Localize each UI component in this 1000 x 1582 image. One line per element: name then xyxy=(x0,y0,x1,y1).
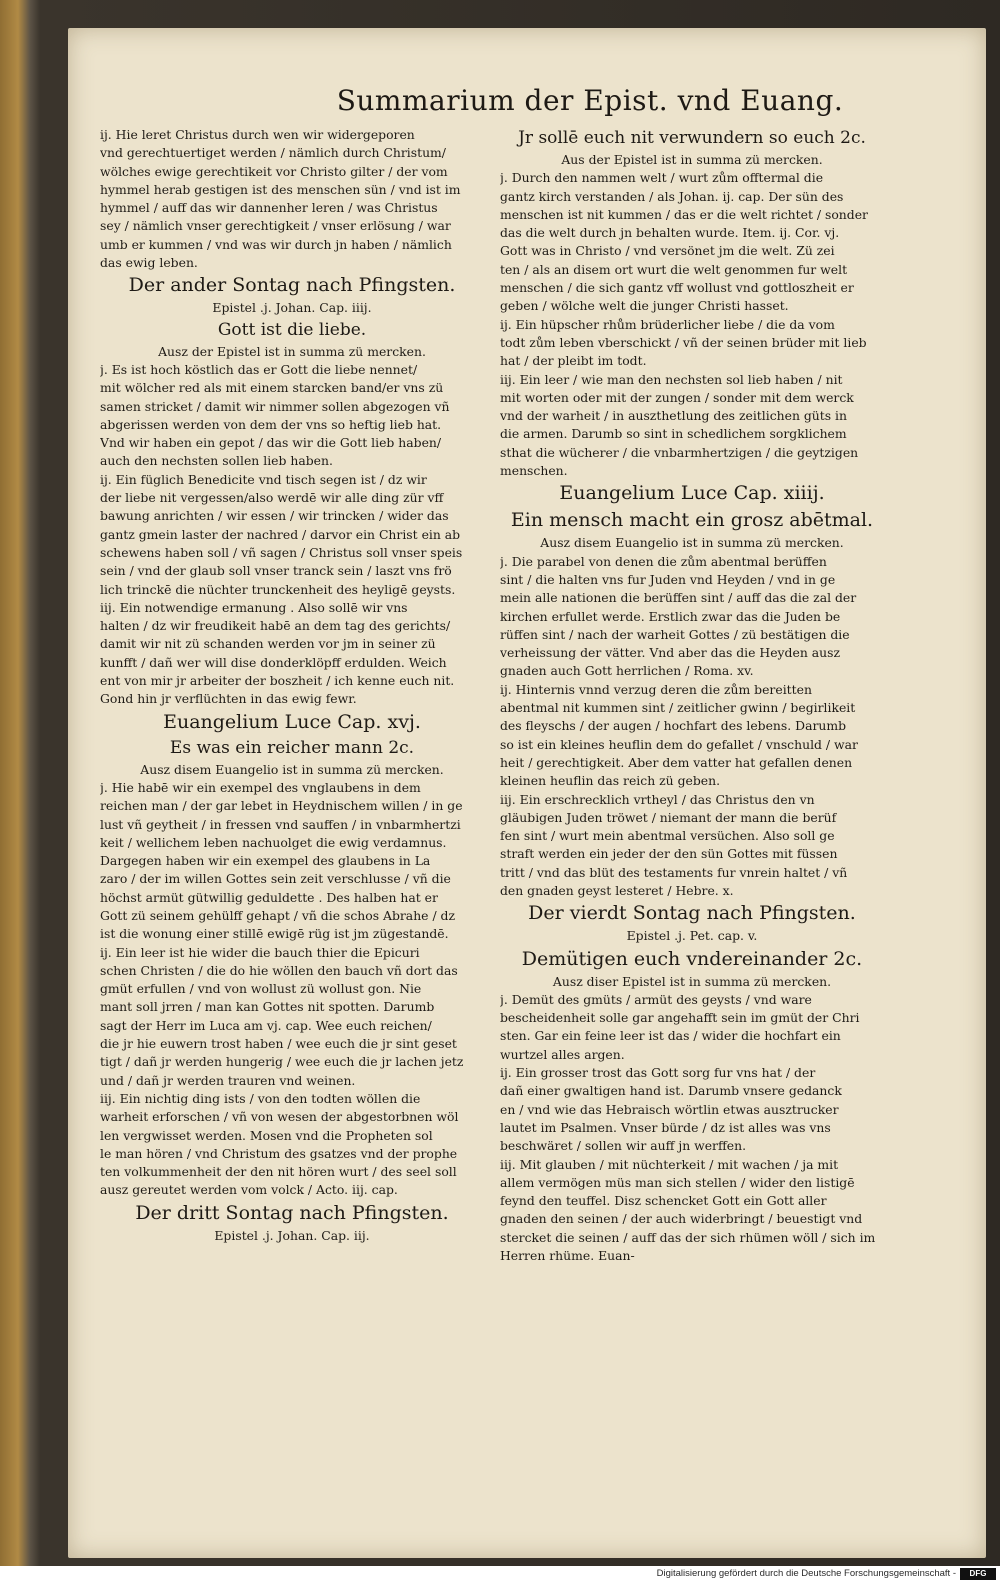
section-caption: Aus der Epistel ist in summa zü mercken. xyxy=(561,152,823,167)
section-caption: Ausz der Epistel ist in summa zü mercken. xyxy=(158,343,426,359)
text-line: tritt / vnd das blüt des testaments fur vnrein haltet / vñ xyxy=(500,864,848,880)
left-column xyxy=(100,126,484,1245)
text-line: abentmal nit kummen sint / zeitlicher gwinn / begirlikeit xyxy=(500,700,856,716)
text-line: j. Die parabel von denen die zům abentmal berüffen xyxy=(500,553,827,569)
section-heading: Der ander Sontag nach Pfingsten. xyxy=(128,274,456,297)
running-header: Summarium der Epist. vnd Euang. xyxy=(336,84,844,117)
text-line: zaro / der im willen Gottes sein zeit verschlusse / vñ die xyxy=(100,871,451,887)
text-line: und / dañ jr werden trauren vnd weinen. xyxy=(100,1072,356,1088)
text-line: feynd den teuffel. Disz schencket Gott ein Gott aller xyxy=(500,1193,827,1209)
text-line: gnaden den seinen / der auch widerbringt / beuestigt vnd xyxy=(500,1211,863,1227)
text-line: iij. Ein erschrecklich vrtheyl / das Christus den vn xyxy=(500,791,815,807)
text-line: keit / wellichem leben nachuolget die ewig verdamnus. xyxy=(100,834,447,850)
text-line: kunfft / dañ wer will dise donderklöpff erdulden. Weich xyxy=(100,654,447,670)
text-line: gläubigen Juden tröwet / niemant der mann die berüf xyxy=(500,809,837,825)
text-line: menschen ist nit kummen / das er die welt richtet / sonder xyxy=(500,206,868,222)
section-caption: Epistel .j. Pet. cap. v. xyxy=(626,928,758,944)
text-line: ist die wonung einer stillē ewigē rüg ist jm zügestandē. xyxy=(100,926,449,942)
text-line: gantz gmein laster der nachred / darvor ein Christ ein ab xyxy=(100,526,461,542)
text-line: damit wir nit zü schanden werden vor jm in seiner zü xyxy=(100,636,436,652)
text-line: vnd der warheit / in auszthetlung des zeitlichen güts in xyxy=(500,408,847,424)
text-line: iij. Mit glauben / mit nüchterkeit / mit wachen / ja mit xyxy=(500,1156,839,1172)
text-line: lust vñ geytheit / in fressen vnd sauffen / in vnbarmhertzi xyxy=(100,816,461,832)
text-line: menschen / die sich gantz vff wollust vnd gottloszheit er xyxy=(500,280,854,296)
text-line: kirchen erfullet werde. Erstlich zwar das die Juden be xyxy=(500,608,841,624)
text-line: ij. Ein hüpscher rhům brüderlicher liebe / die da vom xyxy=(500,316,835,332)
text-line: halten / dz wir freudikeit habē an dem tag des gerichts/ xyxy=(100,618,451,634)
text-line: allem vermögen müs man sich stellen / wider den listigē xyxy=(500,1174,855,1190)
text-line: gantz kirch verstanden / als Johan. ij. cap. Der sün des xyxy=(500,188,844,204)
text-line: mant soll jrren / man kan Gottes nit spotten. Darumb xyxy=(100,999,435,1015)
text-line: sein / vnd der glaub soll vnser tranck sein / laszt vns frö xyxy=(100,563,452,579)
section-subheading: Gott ist die liebe. xyxy=(217,319,367,340)
footer-credit: Digitalisierung gefördert durch die Deutsche Forschungsgemeinschaft - xyxy=(656,1568,956,1579)
text-line: auch den nechsten sollen lieb haben. xyxy=(100,453,333,469)
text-line: rüffen sint / nach der warheit Gottes / zü bestätigen die xyxy=(500,626,850,642)
text-line: j. Hie habē wir ein exempel des vnglaubens in dem xyxy=(100,779,421,795)
text-line: hat / der pleibt im todt. xyxy=(500,353,647,369)
text-line: die armen. Darumb so sint in schedlichem sorgklichem xyxy=(500,426,847,442)
text-line: Herren rhüme. Euan- xyxy=(500,1248,635,1264)
text-line: le man hören / vnd Christum des gsatzes vnd der prophe xyxy=(100,1145,458,1161)
text-line: schewens haben soll / vñ sagen / Christus soll vnser speis xyxy=(100,544,463,560)
text-line: sthat die wücherer / die vnbarmhertzigen / die geytzigen xyxy=(500,444,859,460)
text-line: ij. Ein leer ist hie wider die bauch thier die Epicuri xyxy=(100,944,420,960)
text-line: heit / gerechtigkeit. Aber dem vatter hat gefallen denen xyxy=(500,754,853,770)
text-line: todt zům leben vberschickt / vñ der seinen brüder mit lieb xyxy=(500,334,867,350)
text-line: sint / die halten vns fur Juden vnd Heyden / vnd in ge xyxy=(500,571,836,587)
text-line: Dargegen haben wir ein exempel des glaubens in La xyxy=(100,853,431,869)
footer-bar xyxy=(0,1566,1000,1582)
section-subheading: Jr sollē euch nit verwundern so euch 2c. xyxy=(518,128,866,148)
text-line: höchst armüt gütwillig geduldette . Des halben hat er xyxy=(100,889,438,905)
text-line: straft werden ein jeder der den sün Gottes mit füssen xyxy=(500,846,838,862)
text-line: Gott was in Christo / vnd versönet jm die welt. Zü zei xyxy=(500,243,835,259)
text-line: geben / wölche welt die junger Christi hasset. xyxy=(500,298,789,314)
text-line: j. Durch den nammen welt / wurt zům offtermal die xyxy=(500,170,824,186)
text-line: en / vnd wie das Hebraisch wörtlin etwas ausztrucker xyxy=(500,1101,839,1117)
text-line: ten / als an disem ort wurt die welt genommen fur welt xyxy=(500,261,848,277)
section-caption: Ausz diser Epistel ist in summa zü mercken. xyxy=(552,973,832,989)
dfg-logo: DFG xyxy=(960,1568,996,1580)
text-line: so ist ein kleines heuflin dem do gefallet / vnschuld / war xyxy=(500,736,858,752)
text-line: hymmel herab gestigen ist des menschen sün / vnd ist im xyxy=(100,181,461,197)
text-line: die jr hie euwern trost haben / wee euch die jr sint geset xyxy=(100,1036,457,1052)
section-heading: Euangelium Luce Cap. xiiij. xyxy=(559,482,825,505)
section-heading: Demütigen euch vndereinander 2c. xyxy=(521,947,863,970)
text-line: fen sint / wurt mein abentmal versüchen. Also soll ge xyxy=(500,828,835,844)
section-heading: Der dritt Sontag nach Pfingsten. xyxy=(135,1201,449,1224)
text-line: bawung anrichten / wir essen / wir trincken / wider das xyxy=(100,508,449,524)
text-line: sey / nämlich vnser gerechtigkeit / vnser erlösung / war xyxy=(100,218,451,234)
section-caption: Epistel .j. Johan. Cap. iiij. xyxy=(212,300,372,316)
text-line: dañ einer gwaltigen hand ist. Darumb vnsere gedanck xyxy=(500,1083,842,1099)
text-line: kleinen heuflin das reich zü geben. xyxy=(500,773,721,789)
text-line: ij. Ein füglich Benedicite vnd tisch segen ist / dz wir xyxy=(100,471,427,487)
section-caption: Epistel .j. Johan. Cap. iij. xyxy=(214,1227,370,1243)
text-line: verheissung der vätter. Vnd aber das die Heyden ausz xyxy=(500,645,840,661)
text-line: lautet im Psalmen. Vnser bürde / dz ist alles was vns xyxy=(500,1119,831,1135)
text-line: ten volkummenheit der den nit hören wurt / des seel soll xyxy=(100,1164,457,1180)
section-heading: Euangelium Luce Cap. xvj. xyxy=(163,710,421,733)
text-line: den gnaden geyst lesteret / Hebre. x. xyxy=(500,882,734,898)
text-line: iij. Ein nichtig ding ists / von den todten wöllen die xyxy=(100,1090,421,1106)
section-heading: Der vierdt Sontag nach Pfingsten. xyxy=(528,902,856,925)
text-line: len vergwisset werden. Mosen vnd die Propheten sol xyxy=(100,1127,433,1143)
text-line: gmüt erfullen / vnd von wollust zü wollust gon. Nie xyxy=(100,981,422,997)
text-line: umb er kummen / vnd was wir durch jn haben / nämlich xyxy=(100,236,452,252)
text-line: sten. Gar ein feine leer ist das / wider die hochfart ein xyxy=(500,1028,841,1044)
text-line: wurtzel alles argen. xyxy=(500,1046,625,1062)
text-line: mein alle nationen die berüffen sint / auff das die zal der xyxy=(500,590,857,606)
text-line: schen Christen / die do hie wöllen den bauch vñ dort das xyxy=(100,962,458,978)
right-column xyxy=(500,126,884,1265)
text-line: sagt der Herr im Luca am vj. cap. Wee euch reichen/ xyxy=(100,1017,432,1033)
text-line: beschwäret / sollen wir auff jn werffen. xyxy=(500,1138,747,1154)
text-line: hymmel / auff das wir dannenher leren / was Christus xyxy=(100,200,438,216)
text-line: ij. Hinternis vnnd verzug deren die zům bereitten xyxy=(500,681,812,697)
text-line: das ewig leben. xyxy=(100,255,198,271)
text-line: lich trinckē die nüchter trunckenheit des heyligē geysts. xyxy=(100,581,456,597)
text-line: das die welt durch jn behalten wurde. Item. ij. Cor. vj. xyxy=(500,225,840,241)
text-line: der liebe nit vergessen/also werdē wir alle ding zür vff xyxy=(100,490,444,506)
text-line: iij. Ein leer / wie man den nechsten sol lieb haben / nit xyxy=(500,371,843,387)
text-line: ausz gereutet werden vom volck / Acto. iij. cap. xyxy=(100,1182,398,1198)
section-caption: Ausz disem Euangelio ist in summa zü mercken. xyxy=(140,761,444,777)
text-line: warheit erforschen / vñ von wesen der abgestorbnen wöl xyxy=(100,1109,459,1125)
section-subheading: Es was ein reicher mann 2c. xyxy=(169,737,415,758)
text-line: menschen. xyxy=(500,463,568,479)
text-line: Vnd wir haben ein gepot / das wir die Gott lieb haben/ xyxy=(100,435,442,451)
text-line: Gond hin jr verflüchten in das ewig fewr. xyxy=(100,691,357,707)
text-line: gnaden auch Gott herrlichen / Roma. xv. xyxy=(500,663,754,679)
text-line: ij. Ein grosser trost das Gott sorg fur vns hat / der xyxy=(500,1065,816,1081)
text-line: ent von mir jr arbeiter der boszheit / ich kenne euch nit. xyxy=(100,673,455,689)
text-line: Gott zü seinem gehülff gehapt / vñ die schos Abrahe / dz xyxy=(100,907,456,923)
text-line: tigt / dañ jr werden hungerig / wee euch die jr lachen jetz xyxy=(100,1054,464,1070)
text-line: mit worten oder mit der zungen / sonder mit dem werck xyxy=(500,389,854,405)
text-line: stercket die seinen / auff das der sich rhümen wöll / sich im xyxy=(500,1229,876,1245)
text-line: wölches ewige gerechtikeit vor Christo gilter / der vom xyxy=(100,163,448,179)
text-line: bescheidenheit solle gar angehafft sein im gmüt der Chri xyxy=(500,1010,860,1026)
text-line: mit wölcher red als mit einem starcken band/er vns zü xyxy=(100,380,444,396)
text-line: ij. Hie leret Christus durch wen wir widergeporen xyxy=(100,127,415,142)
section-caption: Ausz disem Euangelio ist in summa zü mercken. xyxy=(540,535,844,551)
text-line: iij. Ein notwendige ermanung . Also sollē wir vns xyxy=(100,599,408,615)
section-heading: Ein mensch macht ein grosz abētmal. xyxy=(510,509,874,532)
text-line: des fleyschs / der augen / hochfart des lebens. Darumb xyxy=(500,718,847,734)
text-line: j. Es ist hoch köstlich das er Gott die liebe nennet/ xyxy=(100,361,418,377)
text-line: j. Demüt des gmüts / armüt des geysts / vnd ware xyxy=(500,991,812,1007)
text-line: vnd gerechtuertiget werden / nämlich durch Christum/ xyxy=(100,145,446,161)
text-line: reichen man / der gar lebet in Heydnischem willen / in ge xyxy=(100,798,463,814)
text-line: abgerissen werden von dem der vns so heftig lieb hat. xyxy=(100,416,442,432)
text-line: samen stricket / damit wir nimmer sollen abgezogen vñ xyxy=(100,398,450,414)
